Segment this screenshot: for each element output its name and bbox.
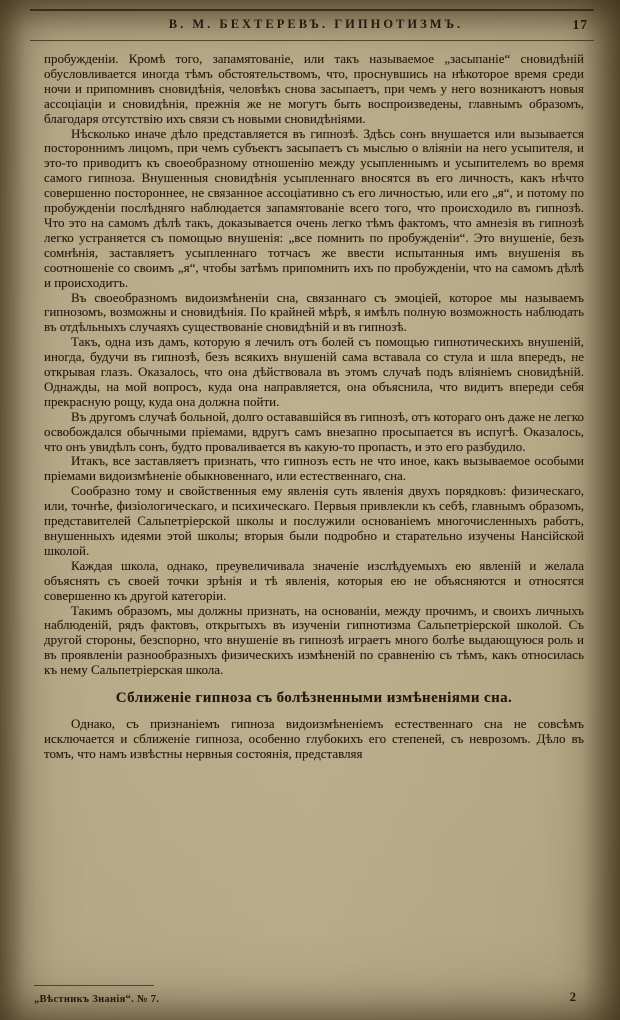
- paragraph: Въ другомъ случаѣ больной, долго остававшійся въ гипнозѣ, отъ котораго онъ даже не легко освобождался обычными пріемами, вдругъ самъ внезапно просыпается въ испугѣ. Оказалось, что онъ увидѣлъ сонъ, будто проваливается въ какую-то пропасть, и это его разбудило.: [44, 408, 584, 454]
- paragraph: Такимъ образомъ, мы должны признать, на основаніи, между прочимъ, и своихъ личныхъ наблюденій, рядъ фактовъ, открытыхъ въ изученіи гипнотизма Сальпетріерской школой. Съ другой стороны, безспорно, что внушеніе въ гипнозѣ играетъ много болѣе выдающуюся роль и въ проявленіи разнообразныхъ физическихъ измѣненій по сравненію съ тѣмъ, какъ относилась къ нему Сальпетріерская школа.: [44, 602, 584, 678]
- running-title: В. М. БЕХТЕРЕВЪ. ГИПНОТИЗМЪ.: [168, 17, 464, 31]
- top-rule: [30, 9, 594, 11]
- paragraph: Нѣсколько иначе дѣло представляется въ гипнозѣ. Здѣсь сонъ внушается или вызывается постороннимъ лицомъ, при чемъ субъектъ засыпаетъ съ мыслью о вліяніи на него усыпителя, и это-то приводитъ къ своеобразному отношенію между усыпленнымъ и усыпителемъ во время самого гипноза. Внушенныя сновидѣнія усыпленнаго вносятся въ его личность, какъ нѣчто совершенно постороннее, не связанное ассоціативно съ его личностью, или его „я“, и потому по пробужденіи послѣдняго наблюдается запамятованіе всего того, что происходило въ гипнозѣ. Что это на самомъ дѣлѣ такъ, доказывается очень легко тѣмъ фактомъ, что амнезія въ гипнозѣ легко устраняется съ помощью внушенія: „все помнить по пробужденіи“. Это внушеніе, безъ сомнѣнія, заставляетъ усыпленнаго тотчасъ же ввести испытанныя имъ внушенія въ соотношеніе со своимъ „я“, чтобы затѣмъ припомнить ихъ по пробужденіи, что на самомъ дѣлѣ и происходитъ.: [44, 125, 584, 290]
- paragraph: Такъ, одна изъ дамъ, которую я лечилъ отъ болей съ помощью гипнотическихъ внушеній, иногда, будучи въ гипнозѣ, безъ всякихъ внушеній сама вставала со стула и шла впередъ, не открывая глазъ. Оказалось, что она дѣйствовала въ этомъ случаѣ подъ вліяніемъ сновидѣній. Однажды, на мой вопросъ, куда она направляется, она объяснила, что видитъ впереди себя прекрасную рощу, куда она должна пойти.: [44, 334, 584, 409]
- page-number: 17: [572, 17, 588, 32]
- signature-number: 2: [569, 990, 576, 1004]
- page-footer: [34, 989, 586, 1005]
- page-header: [42, 17, 590, 37]
- section-heading: Сближеніе гипноза съ болѣзненными измѣненіями сна.: [115, 690, 513, 707]
- paragraph: пробужденіи. Кромѣ того, запамятованіе, или такъ называемое „засыпаніе“ сновидѣній обусловливается иногда тѣмъ обстоятельствомъ, что, проснувшись на нѣкоторое время среди ночи и припомнивъ сновидѣнія, человѣкъ снова засыпаетъ, при чемъ у него возникаютъ новыя ассоціаціи и сновидѣнія, прежнія же не могутъ быть воспроизведены, главнымъ образомъ, благодаря отсутствію ихъ связи съ новыми сновидѣніями.: [44, 52, 584, 126]
- journal-imprint: „Вѣстникъ Знанія“. № 7.: [34, 994, 160, 1005]
- paragraph: Сообразно тому и свойственныя ему явленія суть явленія двухъ порядковъ: физическаго, или, точнѣе, физіологическаго, и психическаго. Первыя привлекли къ себѣ, главнымъ образомъ, представителей Сальпетріерской школы и послужили основаніемъ многочисленныхъ работъ, внушенныхъ идеями этой школы; вторыя были подробно и старательно изучены Нансійской школой.: [44, 483, 584, 558]
- paragraph: Каждая школа, однако, преувеличивала значеніе изслѣдуемыхъ ею явленій и желала объяснять съ своей точки зрѣнія и тѣ явленія, которыя ею не объясняются и относятся совершенно къ другой категоріи.: [44, 557, 584, 603]
- paragraph: Въ своеобразномъ видоизмѣненіи сна, связаннаго съ эмоціей, которое мы называемъ гипнозомъ, возможны и сновидѣнія. По крайней мѣрѣ, я имѣлъ полную возможность наблюдать въ отдѣльныхъ случаяхъ существованіе сновидѣній и въ гипнозѣ.: [44, 289, 584, 335]
- footer-rule: [34, 985, 154, 986]
- header-rule: [30, 40, 594, 41]
- paragraph: Однако, съ признаніемъ гипноза видоизмѣненіемъ естественнаго сна не совсѣмъ исключается и сближеніе гипноза, особенно глубокихъ его степеней, съ неврозомъ. Дѣло въ томъ, что намъ извѣстны нервныя состоянія, представляя: [44, 715, 584, 761]
- page-body: [44, 52, 584, 974]
- paragraph: Итакъ, все заставляетъ признать, что гипнозъ есть не что иное, какъ вызываемое особыми пріемами видоизмѣненіе обыкновеннаго, или естественнаго, сна.: [44, 453, 584, 484]
